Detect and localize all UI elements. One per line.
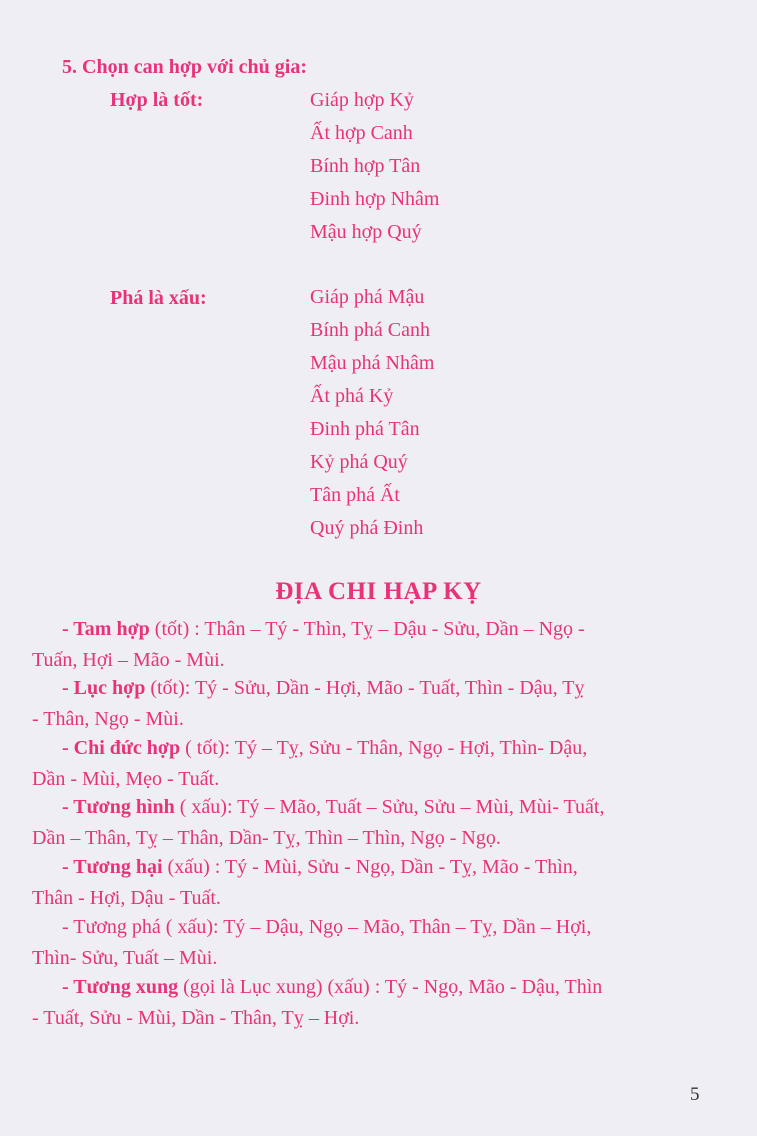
text: (xấu) : Tý - Mùi, Sửu - Ngọ, Dần - Tỵ, Mão - Thìn,: [162, 856, 578, 878]
text: Dần - Mùi, Mẹo - Tuất.: [32, 768, 220, 790]
text: (tốt): Tý - Sửu, Dần - Hợi, Mão - Tuất, Thìn - Dậu, Tỵ: [145, 677, 585, 699]
text: - Thân, Ngọ - Mùi.: [32, 708, 184, 730]
bad-list: [310, 281, 434, 545]
term: - Tương xung: [62, 976, 179, 998]
bad-item: Kỷ phá Quý: [310, 451, 408, 473]
good-item: Đinh hợp Nhâm: [310, 188, 440, 210]
good-label: Hợp là tốt:: [110, 89, 204, 111]
term: - Tương hại: [62, 856, 163, 878]
section-heading: 5. Chọn can hợp với chủ gia:: [62, 56, 307, 78]
bad-item: Ất phá Kỷ: [310, 385, 394, 407]
good-item: Giáp hợp Kỷ: [310, 89, 414, 111]
paragraph: [32, 673, 712, 735]
text: Thân - Hợi, Dậu - Tuất.: [32, 887, 221, 909]
text: (tốt) : Thân – Tý - Thìn, Tỵ – Dậu - Sửu, Dần – Ngọ -: [149, 618, 585, 640]
term: - Chi đức hợp: [62, 737, 181, 759]
term: - Lục hợp: [62, 677, 146, 699]
bad-item: Quý phá Đinh: [310, 517, 424, 539]
text: - Tuất, Sửu - Mùi, Dần - Thân, Tỵ – Hợi.: [32, 1007, 360, 1029]
good-item: Bính hợp Tân: [310, 155, 421, 177]
bad-item: Bính phá Canh: [310, 319, 430, 341]
text: Thìn- Sửu, Tuất – Mùi.: [32, 947, 218, 969]
good-item: Mậu hợp Quý: [310, 221, 422, 243]
term: - Tương hình: [62, 796, 175, 818]
text: ( tốt): Tý – Tỵ, Sửu - Thân, Ngọ - Hợi, Thìn- Dậu,: [180, 737, 588, 759]
section-title: ĐỊA CHI HẠP KỴ: [275, 578, 482, 605]
text: - Tương phá ( xấu): Tý – Dậu, Ngọ – Mão, Thân – Tỵ, Dần – Hợi,: [62, 916, 592, 938]
text: (gọi là Lục xung) (xấu) : Tý - Ngọ, Mão - Dậu, Thìn: [178, 976, 603, 998]
paragraph: [32, 852, 712, 914]
text: ( xấu): Tý – Mão, Tuất – Sửu, Sửu – Mùi, Mùi- Tuất,: [174, 796, 605, 818]
paragraph: [32, 792, 712, 854]
term: - Tam hợp: [62, 618, 150, 640]
bad-item: Tân phá Ất: [310, 484, 400, 506]
text: Tuấn, Hợi – Mão - Mùi.: [32, 649, 225, 671]
bad-item: Mậu phá Nhâm: [310, 352, 435, 374]
paragraph: [32, 614, 712, 676]
paragraph: [32, 972, 712, 1034]
good-list: [310, 84, 439, 249]
bad-label: Phá là xấu:: [110, 287, 207, 309]
bad-item: Giáp phá Mậu: [310, 286, 425, 308]
good-item: Ất hợp Canh: [310, 122, 413, 144]
paragraph: [32, 912, 712, 974]
bad-item: Đinh phá Tân: [310, 418, 420, 440]
paragraph: [32, 733, 712, 795]
text: Dần – Thân, Tỵ – Thân, Dần- Tỵ, Thìn – Thìn, Ngọ - Ngọ.: [32, 827, 501, 849]
page-number: 5: [690, 1084, 700, 1105]
